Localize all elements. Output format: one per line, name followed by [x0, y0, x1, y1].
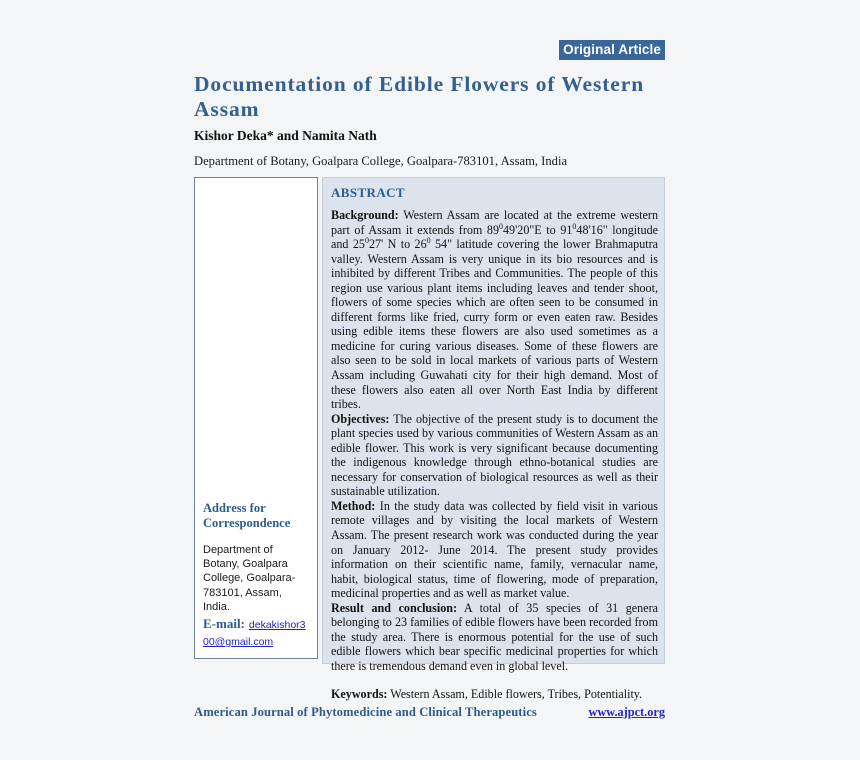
keywords-label: Keywords: [331, 686, 388, 701]
abstract-result-label: Result and conclusion: [331, 600, 458, 615]
coord-3-minutes: 27' N to [368, 237, 415, 252]
page-footer [194, 705, 665, 720]
abstract-method-text: In the study data was collected by field visit in various remote villages and by visiting the local markets of Western Assam. The present research work was conducted during the year on January 2012- June 2014. The present study provides information on their scientific name, family, vernacular name, habit, biological status, time of flowering, mode of preparation, medicinal properties and as well as market value. [331, 498, 658, 601]
abstract-heading: ABSTRACT [331, 185, 405, 200]
affiliation-line: Department of Botany, Goalpara College, Goalpara-783101, Assam, India [194, 154, 568, 168]
abstract-objectives [331, 412, 658, 499]
abstract-background-text-2: 54" latitude covering the lower Brahmaputra valley. Western Assam is very unique in its bio resources and is inhibited by different Tribes and Communities. The people of this region use various plant items including leaves and tender shoot, flowers of some species which are often seen to be consumed in different forms like fried, curry form or even eaten raw. Besides using edible items these flowers are also used sometimes as a medicine for curing various diseases. Some of these flowers are also seen to be sold in local markets of various parts of Western Assam including Guwahati city for their high demand. Most of these flowers also eaten all over North East India by different tribes. [331, 237, 658, 412]
email-label: E-mail: [203, 616, 245, 631]
coord-2-degrees: 91 [560, 222, 573, 237]
authors-line: Kishor Deka* and Namita Nath [194, 128, 377, 143]
abstract-objectives-label: Objectives: [331, 411, 390, 426]
status-badge: Original Article [559, 40, 665, 60]
footer-website-link[interactable]: www.ajpct.org [588, 705, 665, 719]
abstract-box [322, 177, 665, 701]
abstract-result [331, 601, 658, 674]
abstract-result-text: A total of 35 species of 31 genera belonging to 23 families of edible flowers have been recorded from the study area. There is enormous potential for the use of such edible flowers which bear specific medicinal properties for which there is tremendous demand even in global level. [331, 600, 658, 673]
abstract-background [331, 208, 658, 412]
coord-1-minutes: 49'20"E to [503, 222, 561, 237]
coord-1-degrees: 89 [486, 222, 499, 237]
degree-symbol-1: 0 [499, 221, 503, 231]
degree-symbol-3: 0 [364, 236, 369, 246]
article-type-row [194, 40, 665, 60]
degree-symbol-4: 0 [426, 236, 431, 246]
correspondence-email-line [203, 616, 311, 650]
coord-3-degrees: 25 [352, 237, 365, 252]
keywords-text: Western Assam, Edible flowers, Tribes, Potentiality. [387, 686, 643, 701]
abstract-objectives-text: The objective of the present study is to document the plant species used by various communities of Western Assam as an edible flower. This work is very significant because documenting the indigenous knowledge through ethno-botanical studies are necessary for conservation of biological resources as well as their sustainable utilization. [331, 411, 658, 499]
abstract-method [331, 499, 658, 601]
correspondence-heading: Address for Correspondence [203, 500, 291, 530]
abstract-background-label: Background: [331, 208, 399, 222]
footer-journal-name: American Journal of Phytomedicine and Clinical Therapeutics [194, 705, 537, 719]
abstract-keywords [331, 687, 658, 702]
correspondence-box [194, 177, 318, 659]
correspondence-address: Department of Botany, Goalpara College, Goalpara-783101, Assam, India. [203, 543, 296, 613]
coord-2-minutes: 48'16" longitude and [331, 222, 658, 252]
abstract-method-label: Method: [331, 498, 376, 513]
degree-symbol-2: 0 [572, 221, 577, 231]
abstract-background-text-1: Western Assam are located at the extreme western part of Assam it extends from [331, 208, 658, 237]
page-title: Documentation of Edible Flowers of Western Assam [194, 72, 645, 121]
coord-4-degrees: 26 [414, 237, 427, 252]
email-link[interactable]: dekakishor300@gmail.com [203, 619, 306, 648]
correspondence-inner [203, 501, 311, 650]
